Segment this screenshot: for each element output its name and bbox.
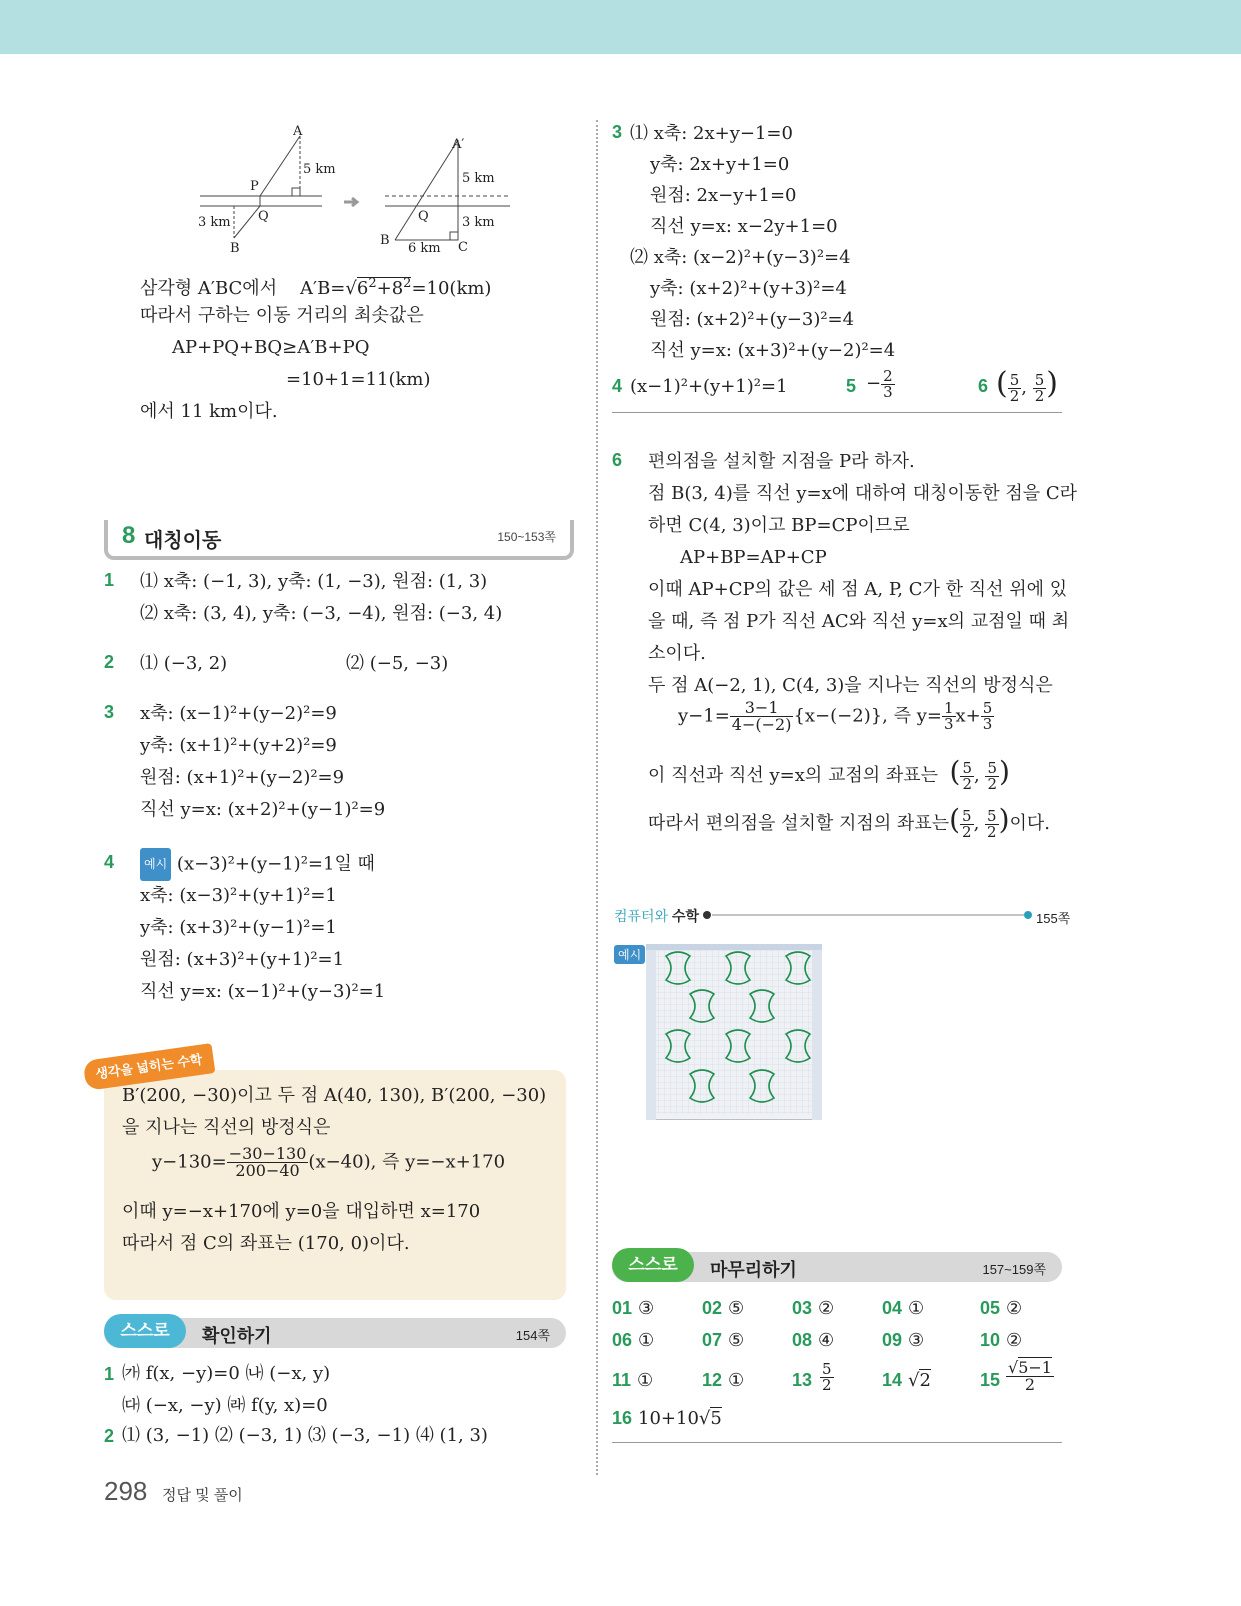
text-line-2: 따라서 구하는 이동 거리의 최솟값은 (140, 305, 424, 326)
q2-a: ⑴ (−3, 2) (140, 653, 228, 674)
answer-number: 10 (980, 1330, 1001, 1350)
column-divider (596, 120, 598, 1475)
section-8-header (104, 520, 574, 560)
check-pages: 154쪽 (515, 1328, 550, 1343)
example-badge: 예시 (140, 848, 171, 881)
finish-answer-item (882, 1330, 924, 1351)
q4-line-2: y축: (x+3)²+(y−1)²=1 (140, 917, 337, 938)
r-q4-number: 4 (612, 376, 623, 396)
answer-number: 13 (792, 1370, 813, 1390)
section-number: 8 (122, 522, 136, 549)
q3-number: 3 (104, 702, 115, 722)
q4-line-3: 원점: (x+3)²+(y+1)²=1 (140, 949, 345, 970)
label-Q2: Q (418, 209, 429, 224)
r-q3-a3: 원점: 2x−y+1=0 (650, 185, 797, 206)
label-P: P (250, 179, 259, 194)
section-title: 대칭이동 (144, 530, 222, 552)
answer-number: 14 (882, 1370, 903, 1390)
q1-line-2: ⑵ x축: (3, 4), y축: (−3, −4), 원점: (−3, 4) (140, 603, 503, 624)
label-Q: Q (258, 209, 269, 224)
answer-value: ⑤ (728, 1298, 745, 1319)
finish-answer-item (980, 1330, 1022, 1351)
tessellation-screenshot (646, 944, 822, 1120)
check-pill: 스스로 (104, 1314, 186, 1348)
r-q3-a2: y축: 2x+y+1=0 (650, 154, 790, 175)
r-q6-number: 6 (978, 376, 989, 396)
finish-pages: 157~159쪽 (982, 1262, 1046, 1277)
think-line-3: y−130= $\frac{-30-130}{200-40}$ (x−40), 즉 y=−x+170 (152, 1144, 506, 1180)
finish-answer-item (792, 1298, 834, 1319)
r-q3-number: 3 (612, 122, 623, 142)
r-q3-b3: 원점: (x+2)²+(y−3)²=4 (650, 309, 855, 330)
computer-page: 155쪽 (1036, 911, 1071, 926)
check-q2: ⑴ (3, −1) ⑵ (−3, 1) ⑶ (−3, −1) ⑷ (1, 3) (122, 1425, 488, 1446)
r-q3-a1: ⑴ x축: 2x+y−1=0 (630, 123, 793, 144)
computer-badge: 예시 (614, 945, 645, 964)
computer-title: 컴퓨터와 수학 (614, 908, 700, 924)
sol6-line-2: 점 B(3, 4)를 직선 y=x에 대하여 대칭이동한 점을 C라 (648, 483, 1078, 504)
distance-diagram (190, 120, 510, 260)
label-C: C (458, 240, 468, 255)
r-q3-b1: ⑵ x축: (x−2)²+(y−3)²=4 (630, 247, 851, 268)
q4-line-0: 예시 (x−3)²+(y−1)²=1일 때 (140, 848, 375, 881)
sol6-line-10: 따라서 편의점을 설치할 지점의 좌표는( $\frac{5}{2}$ , $\frac{5}{2}$ )이다. (648, 803, 1051, 841)
q2-number: 2 (104, 652, 115, 672)
answer-number: 02 (702, 1298, 723, 1318)
sol6-number: 6 (612, 450, 623, 470)
q1-number: 1 (104, 570, 115, 590)
label-B2: B (380, 233, 390, 248)
answer-14-value: √2 (908, 1370, 931, 1391)
computer-badge-wrap (614, 944, 645, 964)
sol6-line-5: 이때 AP+CP의 값은 세 점 A, P, C가 한 직선 위에 있 (648, 579, 1068, 600)
check-bar (104, 1318, 566, 1348)
computer-line (702, 908, 1034, 922)
finish-answer-item (980, 1298, 1022, 1319)
label-3km-2: 3 km (462, 215, 495, 230)
answer-value: ④ (818, 1330, 835, 1351)
finish-answer-item (702, 1370, 744, 1391)
sol6-line-7: 소이다. (648, 643, 706, 664)
sol6-line-8: 두 점 A(−2, 1), C(4, 3)을 지나는 직선의 방정식은 (648, 675, 1053, 696)
label-B: B (230, 241, 240, 256)
finish-bar (612, 1252, 1062, 1282)
finish-title: 마무리하기 (710, 1260, 797, 1280)
answer-number: 12 (702, 1370, 723, 1390)
finish-answer-item (702, 1298, 744, 1319)
r-q5-number: 5 (846, 376, 857, 396)
answer-value: ① (637, 1370, 654, 1391)
check-q1-line-a: ㈎ f(x, −y)=0 ㈏ (−x, y) (122, 1363, 331, 1384)
answer-value: ② (1006, 1298, 1023, 1319)
text-line-1: 삼각형 A′BC에서 $A'B=√6^2+8^2=10(km)$ (140, 276, 492, 299)
divider-line-2 (612, 1442, 1062, 1443)
finish-answer-item (792, 1330, 834, 1351)
answer-number: 09 (882, 1330, 903, 1350)
sol6-equation: y−1= $\frac{3-1}{4-(-2)}$ {x−(−2)}, 즉 y= $\frac{1}{3}$ x+ $\frac{5}{3}$ (678, 698, 993, 734)
sol6-line-6: 을 때, 즉 점 P가 직선 AC와 직선 y=x의 교점일 때 최 (648, 611, 1070, 632)
think-line-2: 을 지나는 직선의 방정식은 (122, 1117, 331, 1138)
answer-number: 08 (792, 1330, 813, 1350)
answer-value: ⑤ (728, 1330, 745, 1351)
check-q1-line-b: ㈐ (−x, −y) ㈑ f(y, x)=0 (122, 1395, 328, 1416)
answer-16: 16 10+10√5 (612, 1408, 722, 1429)
answer-13-frac: $\frac{5}{2}$ (822, 1360, 832, 1394)
r-q3-b4: 직선 y=x: (x+3)²+(y−2)²=4 (650, 340, 896, 361)
q4-line-4: 직선 y=x: (x−1)²+(y−3)²=1 (140, 981, 386, 1002)
answer-number: 11 (612, 1370, 632, 1390)
answer-value: ① (908, 1298, 925, 1319)
q4-number: 4 (104, 852, 115, 872)
answer-value: ② (818, 1298, 835, 1319)
label-A: A (293, 124, 303, 139)
label-3km: 3 km (198, 215, 231, 230)
q4-line-1: x축: (x−3)²+(y+1)²=1 (140, 885, 337, 906)
answer-value: ③ (908, 1330, 925, 1351)
sol6-line-9: 이 직선과 직선 y=x의 교점의 좌표는 ( $\frac{5}{2}$ , $\frac{5}{2}$ ) (648, 755, 1010, 793)
label-A-prime: A′ (452, 137, 465, 152)
answer-number: 06 (612, 1330, 633, 1350)
answer-value: ① (728, 1370, 745, 1391)
answer-number: 15 (980, 1370, 1001, 1390)
r-q3-a4: 직선 y=x: x−2y+1=0 (650, 216, 838, 237)
answer-number: 07 (702, 1330, 723, 1350)
divider-line-1 (612, 412, 1062, 413)
sol6-line-1: 편의점을 설치할 지점을 P라 하자. (648, 451, 915, 472)
text-line-5: 에서 11 km이다. (140, 401, 278, 422)
finish-answer-item (612, 1298, 654, 1319)
answer-number: 01 (612, 1298, 633, 1318)
sol6-line-3: 하면 C(4, 3)이고 BP=CP이므로 (648, 515, 910, 536)
label-5km-2: 5 km (462, 171, 495, 186)
r-q6-answer: ( $\frac{5}{2}$ , $\frac{5}{2}$ ) (996, 366, 1058, 405)
footer-label: 정답 및 풀이 (162, 1487, 243, 1504)
r-q3-b2: y축: (x+2)²+(y+3)²=4 (650, 278, 847, 299)
answer-15-value: $\frac{√5-1}{2}$ (1008, 1358, 1052, 1394)
sol6-line-4: AP+BP=AP+CP (680, 547, 827, 568)
q3-line-4: 직선 y=x: (x+2)²+(y−1)²=9 (140, 799, 386, 820)
finish-answer-item (612, 1330, 654, 1351)
answer-value: ② (1006, 1330, 1023, 1351)
section-pages: 150~153쪽 (497, 530, 556, 544)
finish-answer-item (612, 1370, 653, 1391)
label-6km: 6 km (408, 241, 441, 256)
q3-line-2: y축: (x+1)²+(y+2)²=9 (140, 735, 337, 756)
top-color-band (0, 0, 1241, 54)
finish-answer-item (702, 1330, 744, 1351)
answer-value: ③ (638, 1298, 655, 1319)
r-q5-answer: − $\frac{2}{3}$ (866, 366, 893, 401)
answer-number: 04 (882, 1298, 903, 1318)
q2-b: ⑵ (−5, −3) (346, 653, 449, 674)
page-number: 298 (104, 1476, 148, 1506)
label-5km: 5 km (303, 162, 336, 177)
think-line-1: B′(200, −30)이고 두 점 A(40, 130), B′(200, −30) (122, 1085, 547, 1106)
answer-number: 05 (980, 1298, 1001, 1318)
check-title: 확인하기 (202, 1326, 272, 1346)
think-line-5: 따라서 점 C의 좌표는 (170, 0)이다. (122, 1233, 410, 1254)
think-line-4: 이때 y=−x+170에 y=0을 대입하면 x=170 (122, 1201, 481, 1222)
finish-answer-item (882, 1298, 924, 1319)
text-line-3: AP+PQ+BQ≥A′B+PQ (172, 337, 370, 358)
answer-value: ① (638, 1330, 655, 1351)
r-q4-answer: (x−1)²+(y+1)²=1 (630, 376, 788, 397)
think-label: 생각을 넓히는 수학 (83, 1043, 216, 1091)
q3-line-1: x축: (x−1)²+(y−2)²=9 (140, 703, 337, 724)
answer-number: 03 (792, 1298, 813, 1318)
check-q1-number: 1 (104, 1364, 115, 1384)
q1-line-1: ⑴ x축: (−1, 3), y축: (1, −3), 원점: (1, 3) (140, 571, 488, 592)
q3-line-3: 원점: (x+1)²+(y−2)²=9 (140, 767, 345, 788)
finish-pill: 스스로 (612, 1248, 694, 1282)
text-line-4: =10+1=11(km) (286, 369, 431, 390)
check-q2-number: 2 (104, 1426, 115, 1446)
